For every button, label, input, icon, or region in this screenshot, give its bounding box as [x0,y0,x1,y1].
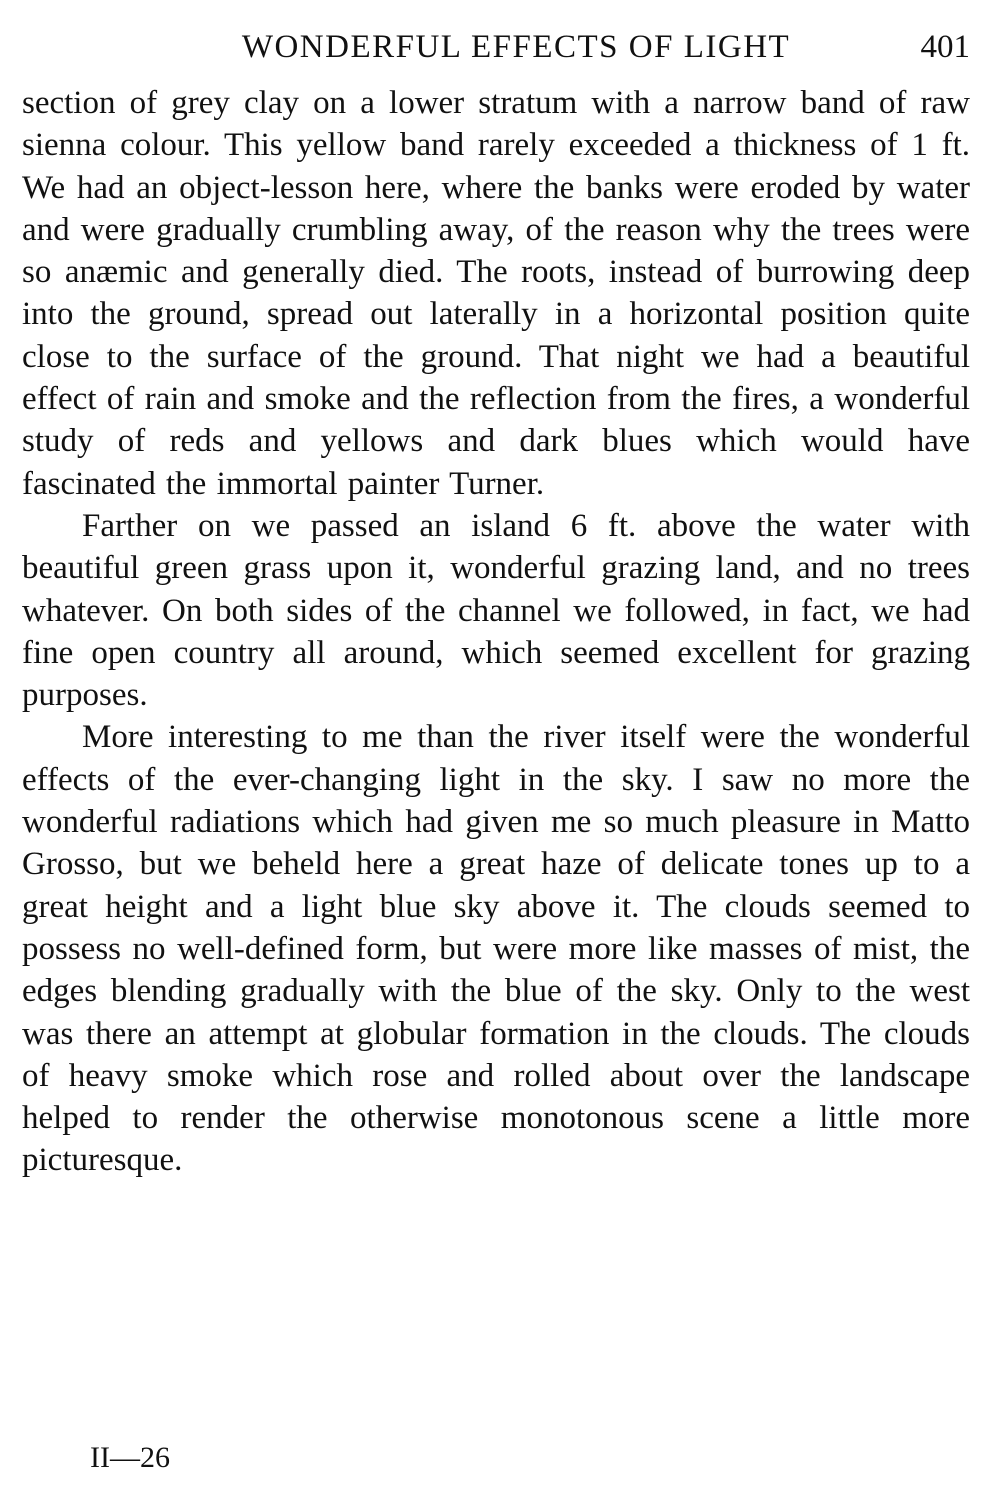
paragraph-light-effects: More interesting to me than the river itself were the wonderful effects of the ever-changing light in the sky. I saw no more the wonderful radiations which had given me so much pleasure in Matto Grosso, but we beheld here a great haze of delicate tones up to a great height and a light blue sky above it. The clouds seemed to possess no well-defined form, but were more like masses of mist, the edges blending gradually with the blue of the sky. Only to the west was there an attempt at globular formation in the clouds. The clouds of heavy smoke which rose and rolled about over the landscape helped to render the otherwise monotonous scene a little more picturesque. [22,719,970,1179]
signature-mark: II—26 [90,1441,170,1474]
book-page [22,22,970,1182]
running-head-title: WONDERFUL EFFECTS OF LIGHT [241,29,791,65]
paragraph-continued: section of grey clay on a lower stratum with a narrow band of raw sienna colour. This yellow band rarely exceeded a thickness of 1 ft. We had an object-lesson here, where the banks were eroded by water and were gradually crumbling away, of the reason why the trees were so anæmic and generally died. The roots, instead of burrowing deep into the ground, spread out laterally in a horizontal position quite close to the surface of the ground. That night we had a beautiful effect of rain and smoke and the reflection from the fires, a wonderful study of reds and yellows and dark blues which would have fascinated the immortal painter Turner. [22,85,970,502]
running-head [22,22,970,72]
body-text [22,82,970,1182]
paragraph-island: Farther on we passed an island 6 ft. above the water with beautiful green grass upon it, wonderful grazing land, and no trees whatever. On both sides of the channel we followed, in fact, we had fine open country all around, which seemed excellent for grazing purposes. [22,507,970,714]
page-number: 401 [920,29,970,65]
